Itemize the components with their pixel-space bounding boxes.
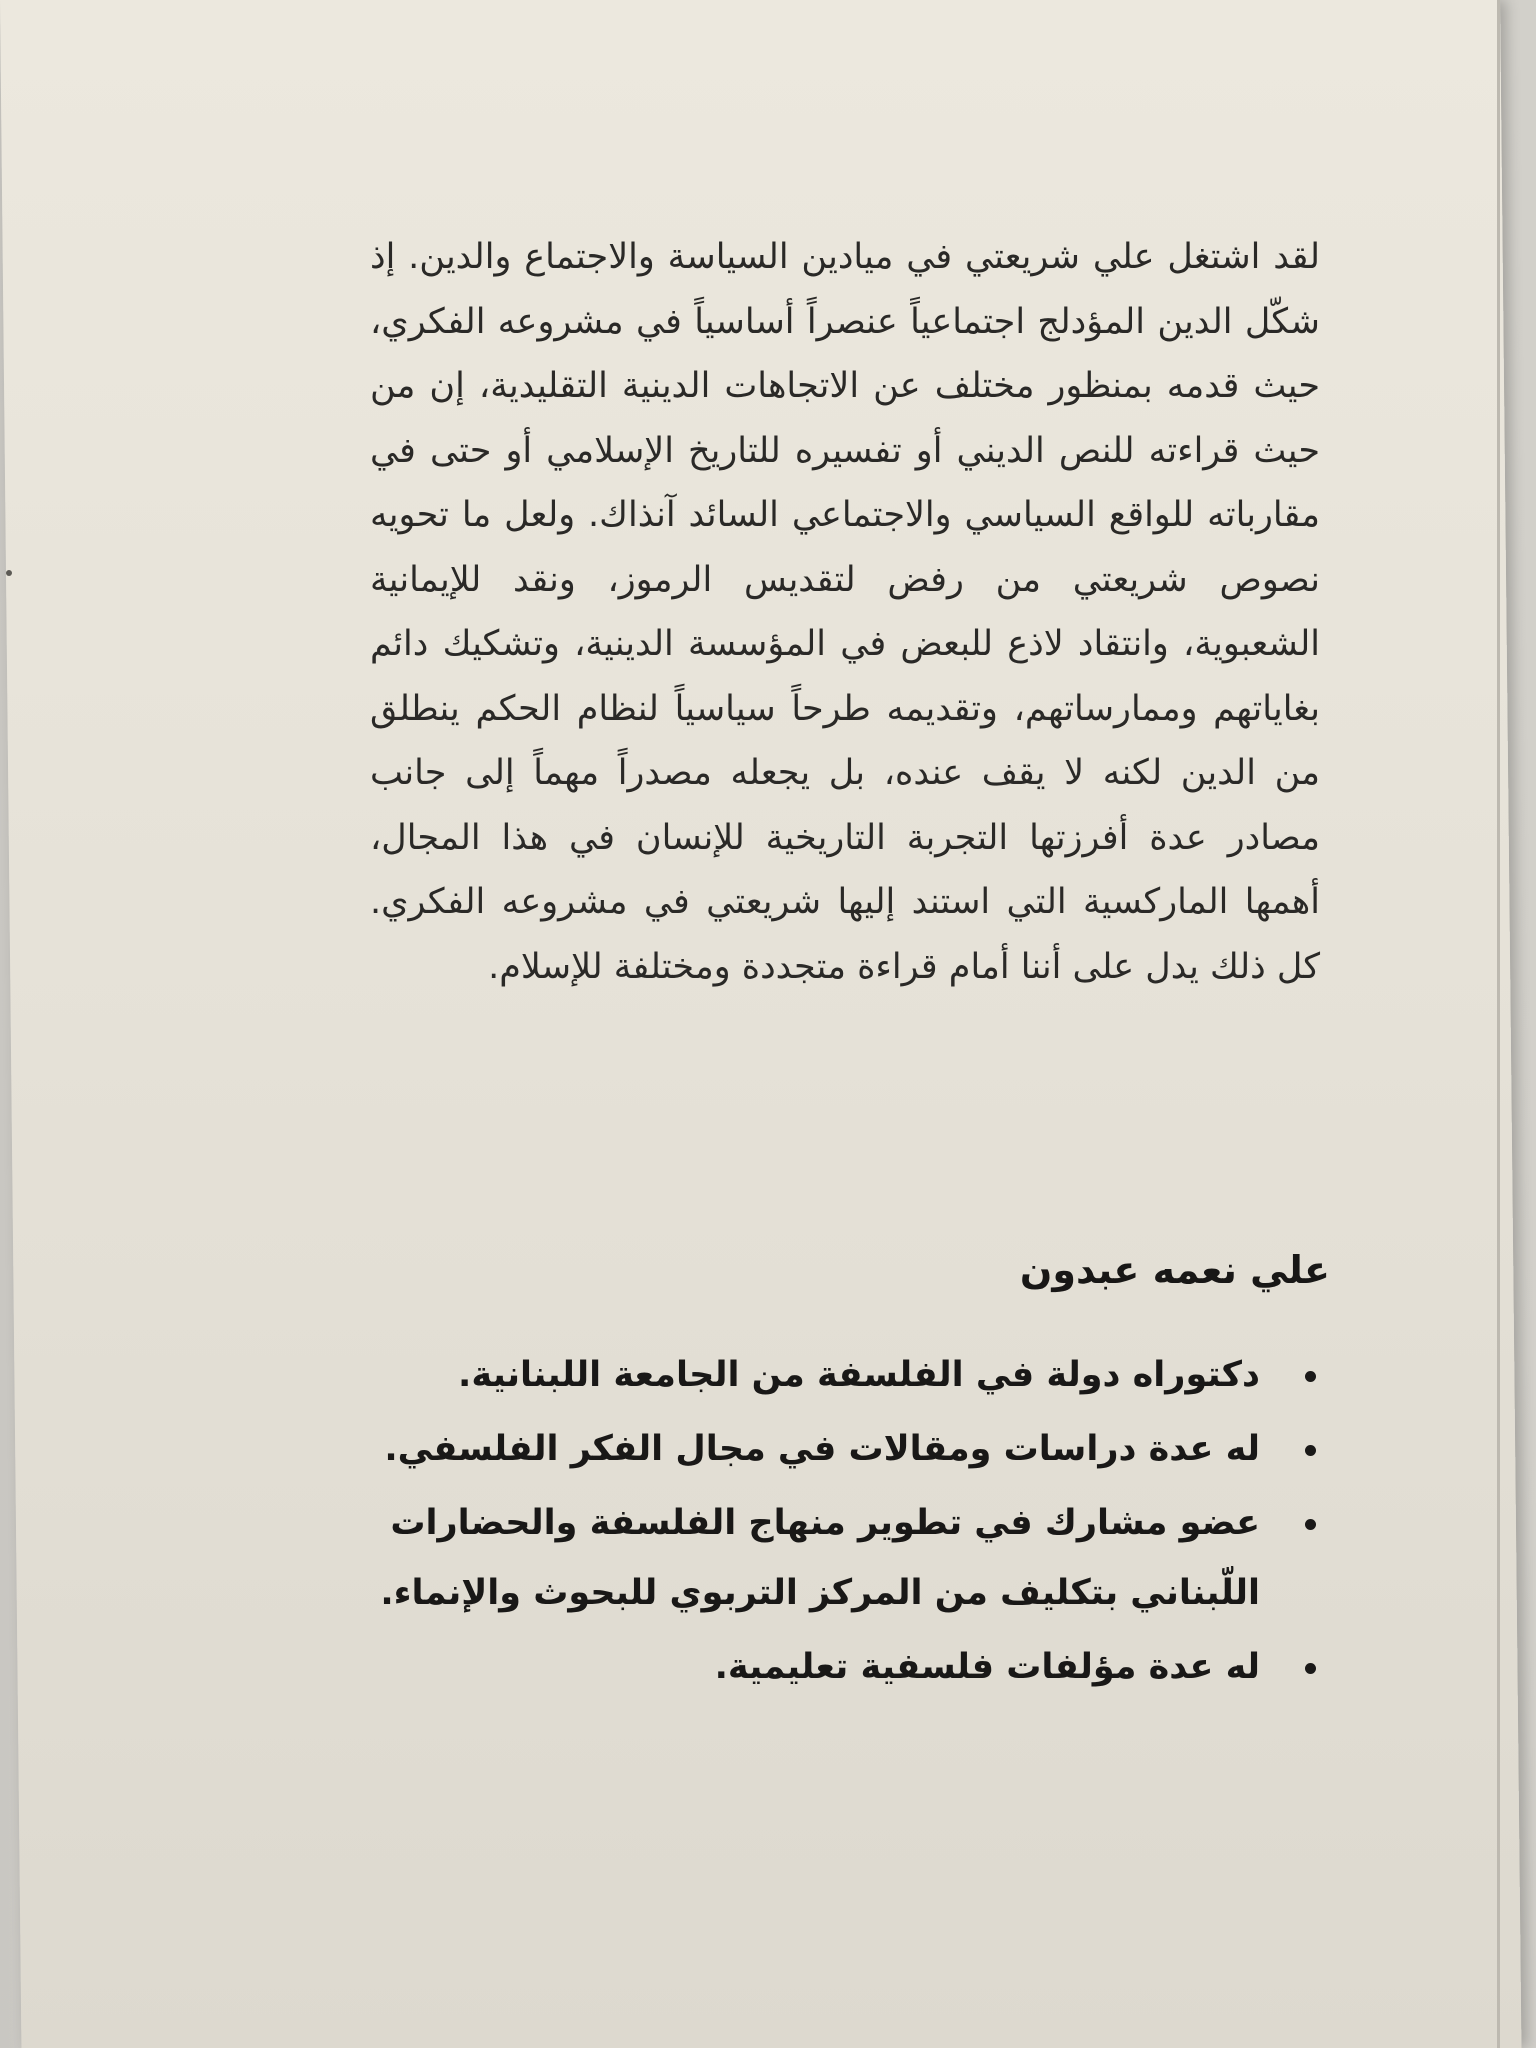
back-cover-blurb: لقد اشتغل علي شريعتي في ميادين السياسة والاجتماع والدين. إذ شكّل الدين المؤدلج اجتماعياً عنصراً أساسياً في مشروعه الفكري، حيث قدمه بمنظور مختلف عن الاتجاهات الدينية التقليدية، إن من حيث قراءته للنص الديني أو تفسيره للتاريخ الإسلامي أو حتى في مقارباته للواقع السياسي والاجتماعي السائد آنذاك. ولعل ما تحويه نصوص شريعتي من رفض لتقديس الرموز، ونقد للإيمانية الشعبوية، وانتقاد لاذع للبعض في المؤسسة الدينية، وتشكيك دائم بغاياتهم وممارساتهم، وتقديمه طرحاً سياسياً لنظام الحكم ينطلق من الدين لكنه لا يقف عنده، بل يجعله مصدراً مهماً إلى جانب مصادر عدة أفرزتها التجربة التاريخية للإنسان في هذا المجال، أهمها الماركسية التي استند إليها شريعتي في مشروعه الفكري. كل ذلك يدل على أننا أمام قراءة متجددة ومختلفة للإسلام. bbox=[370, 237, 1320, 987]
bullet-icon bbox=[1305, 1519, 1316, 1530]
list-item bbox=[330, 1340, 1330, 1410]
list-item-text: دكتوراه دولة في الفلسفة من الجامعة اللبنانية. bbox=[458, 1355, 1260, 1395]
list-item bbox=[330, 1488, 1330, 1628]
author-bio-list bbox=[330, 1340, 1330, 1706]
list-item-text: له عدة مؤلفات فلسفية تعليمية. bbox=[714, 1647, 1260, 1687]
list-item bbox=[330, 1414, 1330, 1484]
cover-edge bbox=[1497, 0, 1500, 2048]
bullet-icon bbox=[1305, 1371, 1316, 1382]
bullet-icon bbox=[1305, 1445, 1316, 1456]
author-name: علي نعمه عبدون bbox=[1019, 1248, 1330, 1292]
list-item bbox=[330, 1632, 1330, 1702]
list-item-text: له عدة دراسات ومقالات في مجال الفكر الفلسفي. bbox=[384, 1429, 1260, 1469]
paper-speck bbox=[6, 570, 12, 576]
list-item-text: عضو مشارك في تطوير منهاج الفلسفة والحضارات اللّبناني بتكليف من المركز التربوي للبحوث والإنماء. bbox=[380, 1503, 1260, 1613]
bullet-icon bbox=[1305, 1663, 1316, 1674]
